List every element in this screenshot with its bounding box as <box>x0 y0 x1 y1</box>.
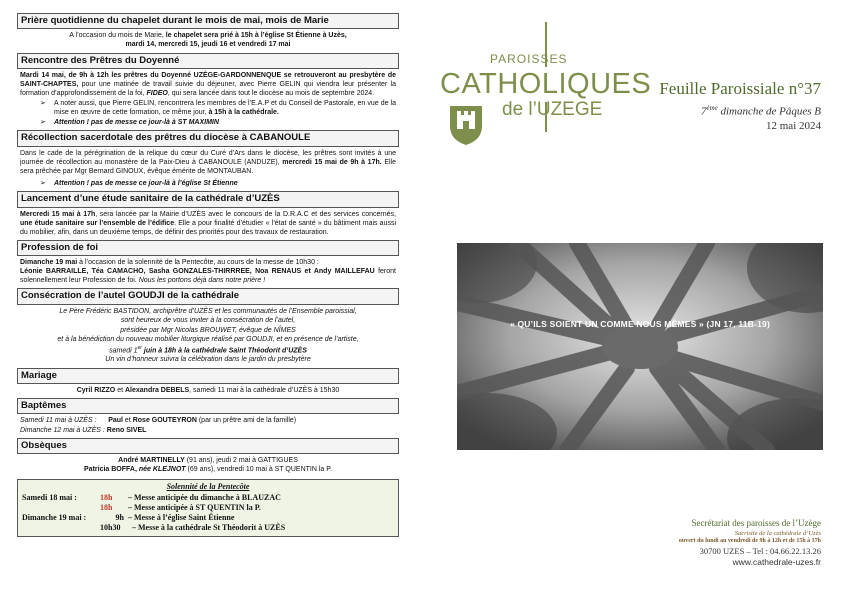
bapteme-name: Paul <box>108 417 123 425</box>
secretariat-sacristie: Sacristie de la cathédrale d’Uzès <box>734 529 821 537</box>
section-body-autel <box>17 305 399 366</box>
mass-desc: – Messe à la cathédrale St Théodorit à UZÈS <box>132 522 286 532</box>
mass-row <box>22 523 394 533</box>
mass-desc: – Messe anticipée du dimanche à BLAUZAC <box>128 492 281 502</box>
logo-paroisses: PAROISSES <box>490 52 568 66</box>
mass-row <box>22 513 394 523</box>
bulletin-title: Feuille Paroissiale n°37 <box>659 79 821 98</box>
recollection-text: Dans le cade de la pérégrination de la relique du cœur du Curé d’Ars dans le diocèse, les prêtres sont invités à une journée de récollection au monastère de la Paix-Dieu à CABANOULE (ANDUZE), <box>20 149 396 166</box>
profession-prayer: Nous les portons déjà dans notre prière ! <box>138 277 266 285</box>
autel-line: Un vin d’honneur suivra la célébration dans le jardin du presbytère <box>105 356 311 364</box>
etude-text: , sera lancée par la Mairie d’UZÈS avec le concours de la D.R.A.C et des services concernés, <box>95 210 396 218</box>
bulletin-date: 12 mai 2024 <box>766 120 821 133</box>
mass-schedule-box <box>17 479 399 536</box>
bapteme-name: Reno SIVEL <box>104 426 147 434</box>
recollection-date: mercredi 15 mai de 9h à 17h. <box>282 158 382 166</box>
mass-time: 10h30 <box>100 522 121 532</box>
section-title-recollection: Récollection sacerdotale des prêtres du diocèse à CABANOULE <box>17 130 399 146</box>
chapelet-place: le chapelet sera prié à 15h à l’église St Étienne à Uzès, <box>165 32 347 40</box>
section-title-etude: Lancement d’une étude sanitaire de la cathédrale d’UZÈS <box>17 191 399 207</box>
autel-date-b: juin à 18h à la cathédrale Saint Théodorit d’UZÈS <box>141 346 307 354</box>
bullet-attention: Attention ! pas de messe ce jour-là à l’église St Étienne <box>54 180 238 188</box>
mass-schedule-title: Solennité de la Pentecôte <box>166 482 250 492</box>
mariage-name-2: Alexandra DEBELS <box>124 387 190 395</box>
bulletin-header <box>659 78 821 133</box>
mariage-text: , samedi 11 mai à la cathédrale d’UZÈS à 15h30 <box>189 387 340 395</box>
obseques-name: André MARTINELLY <box>118 457 185 465</box>
obseques-name: Patricia BOFFA, <box>84 466 139 474</box>
profession-names: Léonie BARRAILLE, Téa CAMACHO, Sasha GONZALES-THIRRREE, Noa RENAUS et Andy MAILLEFAU <box>20 268 375 276</box>
section-title-mariage: Mariage <box>17 368 399 384</box>
rencontre-bullet-1 <box>20 99 396 117</box>
section-title-baptemes: Baptêmes <box>17 398 399 414</box>
gospel-quote: « QU’ILS SOIENT UN COMME NOUS MÊMES » (JN 17, 11B-19) <box>510 319 770 329</box>
rencontre-date: Mardi 14 mai, de 9h à 12h les prêtres du Doyenné UZÈGE-GARDONNENQUE se retrouveront au presbytère de SAINT-CHAPTES, <box>20 71 396 88</box>
bapteme-date: Dimanche 12 mai à UZÈS : <box>20 426 105 434</box>
arrow-bullet-icon: ➢ <box>40 100 46 108</box>
mass-desc: – Messe anticipée à ST QUENTIN la P. <box>128 502 261 512</box>
section-title-chapelet: Prière quotidienne du chapelet durant le mois de mai, mois de Marie <box>17 13 399 29</box>
rencontre-bullet-2 <box>20 118 396 127</box>
autel-date-line <box>20 345 396 356</box>
etude-date: Mercredi 15 mai à 17h <box>20 210 96 218</box>
liturgical-sunday <box>659 104 821 119</box>
secretariat-hours: ouvert du lundi au vendredi de 9h à 12h et de 15h à 17h <box>678 538 821 545</box>
arrow-bullet-icon: ➢ <box>40 180 46 188</box>
bapteme-name: Rose GOUTEYRON <box>132 417 197 425</box>
bapteme-date: Samedi 11 mai à UZÈS : <box>20 417 97 425</box>
mass-day: Dimanche 19 mai : <box>22 512 87 522</box>
secretariat-block <box>679 518 821 568</box>
section-title-autel: Consécration de l’autel GOUDJI de la cathédrale <box>17 288 399 304</box>
section-body-profession <box>17 256 399 286</box>
obseques-text: (69 ans), vendredi 10 mai à ST QUENTIN la P. <box>185 466 332 474</box>
section-body-baptemes <box>17 414 399 435</box>
mass-row <box>22 503 394 513</box>
profession-text: à l’occasion de la solennité de la Pentecôte, au cours de la messe de 10h30 : <box>77 259 319 267</box>
section-body-mariage <box>17 384 399 396</box>
obseques-nee: née KLEJNOT <box>138 466 186 474</box>
arrow-bullet-icon: ➢ <box>40 119 46 127</box>
profession-text-2: feront solennellement leur Profession de foi. <box>20 268 396 285</box>
website-link[interactable]: www.cathedrale-uzes.fr <box>732 556 821 567</box>
autel-line: et à la bénédiction du nouveau mobilier liturgique réalisé par GOUDJI, et en présence de l’artiste, <box>57 336 359 344</box>
obseques-line-2 <box>20 465 396 474</box>
sunday-label: dimanche de Pâques B <box>717 105 821 118</box>
mass-time: 18h <box>100 502 113 512</box>
parish-logo <box>420 22 652 132</box>
autel-date-a: samedi 1 <box>109 346 138 354</box>
section-title-obseques: Obsèques <box>17 438 399 454</box>
bapteme-line-2 <box>20 426 396 435</box>
fideo-label: FIDEO <box>146 90 168 98</box>
mass-day <box>22 523 100 533</box>
obseques-line-1 <box>20 456 396 465</box>
secretariat-title: Secrétariat des paroisses de l’Uzège <box>691 518 821 528</box>
hands-photo <box>457 243 823 450</box>
hands-illustration <box>457 243 823 450</box>
mass-time: 18h <box>100 492 113 502</box>
bullet-bold: à 15h à la cathédrale. <box>208 109 279 117</box>
sunday-number: 7 <box>700 105 707 118</box>
secretariat-address: 30700 UZES – Tel : 04.66.22.13.26 <box>699 545 821 556</box>
recollection-bullet <box>20 179 396 188</box>
recollection-text-end: Elle sera prêchée par Mgr Bernard GINOUX, évêque émérite de MONTAUBAN. <box>20 158 396 175</box>
mariage-name-1: Cyril RIZZO <box>76 387 116 395</box>
bullet-attention: Attention ! pas de messe ce jour-là à ST MAXIMIN <box>54 119 219 127</box>
autel-line: sont heureux de vous inviter à la consécration de l’autel, <box>120 317 296 325</box>
bapteme-line-1 <box>20 416 396 425</box>
shield-icon <box>448 104 484 146</box>
rencontre-text-end: , qui sera lancée dans tout le diocèse au mois de septembre 2024. <box>167 90 375 98</box>
autel-line: Le Père Frédéric BASTIDON, archiprêtre d’UZÈS et les communautés de l’Ensemble paroissial, <box>59 307 357 315</box>
sunday-sup: ème <box>706 104 718 113</box>
section-body-chapelet <box>17 29 399 50</box>
mass-desc: – Messe à l’église Saint Étienne <box>128 512 235 522</box>
obseques-text: (91 ans), jeudi 2 mai à GATTIGUES <box>184 457 298 465</box>
mass-row <box>22 493 394 503</box>
logo-uzege: de l’UZEGE <box>502 99 603 120</box>
section-title-profession: Profession de foi <box>17 240 399 256</box>
mariage-and: et <box>115 387 125 395</box>
bapteme-and: et <box>122 417 133 425</box>
bapteme-note: (par un prêtre ami de la famille) <box>196 417 297 425</box>
mass-day: Samedi 18 mai : <box>22 492 77 502</box>
rencontre-text: pour une matinée de travail suivie du déjeuner, avec Pierre GELIN qui viendra leur présenter la formation d’approfondissement de la foi, <box>20 80 396 98</box>
bullet-text: A noter aussi, que Pierre GELIN, rencontrera les membres de l’E.A.P et du Conseil de Pastorale, en vue de la mise en œuvre de cette formation, ce même jour, <box>54 100 396 117</box>
chapelet-text: A l’occasion du mois de Marie, <box>69 32 166 40</box>
section-title-rencontre: Rencontre des Prêtres du Doyenné <box>17 53 399 69</box>
mass-time: 9h <box>115 512 124 522</box>
section-body-rencontre <box>17 69 399 129</box>
profession-date: Dimanche 19 mai <box>20 259 78 267</box>
section-body-obseques <box>17 454 399 475</box>
section-body-etude <box>17 208 399 238</box>
logo-catholiques: CATHOLIQUES <box>440 68 652 100</box>
section-body-recollection <box>17 147 399 189</box>
left-column <box>17 13 399 537</box>
etude-bold: une étude sanitaire sur l’ensemble de l’édifice <box>20 219 175 227</box>
chapelet-dates: mardi 14, mercredi 15, jeudi 16 et vendredi 17 mai <box>125 41 291 49</box>
etude-text-end: . Elle a pour finalité d’étudier « l’état de santé » du bâtiment mais aussi du mobilier, afin, dans un deuxième temps, de définir des priorités pour des travaux de restauration. <box>20 219 397 236</box>
mass-day <box>22 503 100 513</box>
autel-date-sup: er <box>137 344 142 351</box>
autel-line: présidée par Mgr Nicolas BROUWET, évêque de NÎMES <box>120 326 296 334</box>
